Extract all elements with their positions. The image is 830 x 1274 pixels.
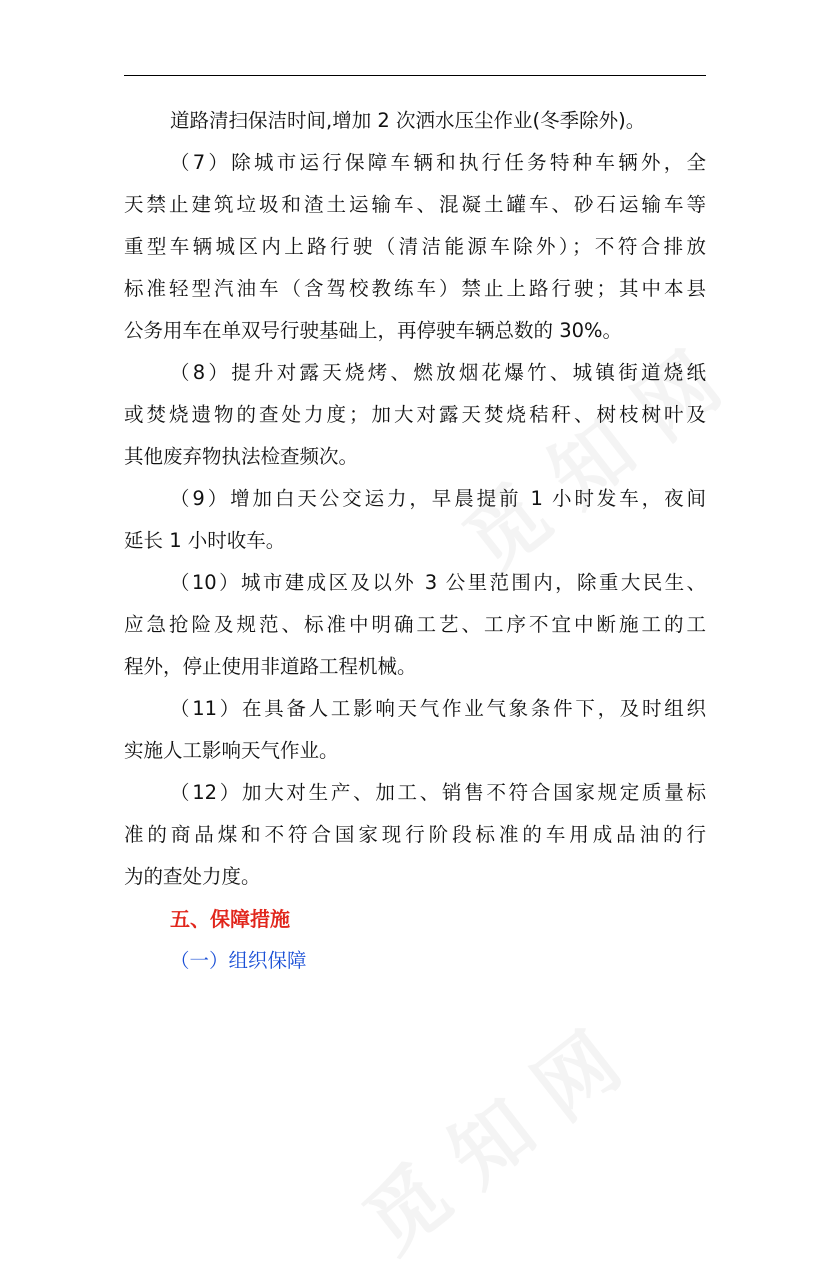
paragraph-line: 其他废弃物执法检查频次。 bbox=[124, 445, 359, 468]
paragraph-line: 准的商品煤和不符合国家现行阶段标准的车用成品油的行 bbox=[124, 823, 706, 846]
header-rule bbox=[124, 75, 706, 76]
paragraph-line: （8）提升对露天烧烤、燃放烟花爆竹、城镇街道烧纸 bbox=[170, 361, 706, 384]
paragraph-line: 重型车辆城区内上路行驶（清洁能源车除外）；不符合排放 bbox=[124, 235, 706, 258]
paragraph-line: 程外，停止使用非道路工程机械。 bbox=[124, 655, 417, 678]
paragraph-line: 道路清扫保洁时间,增加 2 次洒水压尘作业(冬季除外)。 bbox=[170, 109, 646, 132]
paragraph-line: （9）增加白天公交运力，早晨提前 1 小时发车，夜间 bbox=[170, 487, 706, 510]
paragraph-line: （7）除城市运行保障车辆和执行任务特种车辆外，全 bbox=[170, 151, 706, 174]
subsection-heading: （一）组织保障 bbox=[170, 949, 307, 972]
paragraph-line: 或焚烧遗物的查处力度；加大对露天焚烧秸秆、树枝树叶及 bbox=[124, 403, 706, 426]
section-heading: 五、保障措施 bbox=[170, 907, 290, 931]
paragraph-line: （12）加大对生产、加工、销售不符合国家规定质量标 bbox=[170, 781, 706, 804]
paragraph-line: 延长 1 小时收车。 bbox=[124, 529, 286, 552]
paragraph-line: 天禁止建筑垃圾和渣土运输车、混凝土罐车、砂石运输车等 bbox=[124, 193, 706, 216]
paragraph-line: 标准轻型汽油车（含驾校教练车）禁止上路行驶；其中本县 bbox=[124, 277, 706, 300]
watermark bbox=[336, 1001, 640, 1274]
paragraph-line: 公务用车在单双号行驶基础上，再停驶车辆总数的 30%。 bbox=[124, 319, 623, 342]
paragraph-line: 实施人工影响天气作业。 bbox=[124, 739, 339, 762]
paragraph-line: 应急抢险及规范、标准中明确工艺、工序不宜中断施工的工 bbox=[124, 613, 706, 636]
paragraph-line: （10）城市建成区及以外 3 公里范围内，除重大民生、 bbox=[170, 571, 706, 594]
paragraph-line: 为的查处力度。 bbox=[124, 865, 261, 888]
paragraph-line: （11）在具备人工影响天气作业气象条件下，及时组织 bbox=[170, 697, 706, 720]
